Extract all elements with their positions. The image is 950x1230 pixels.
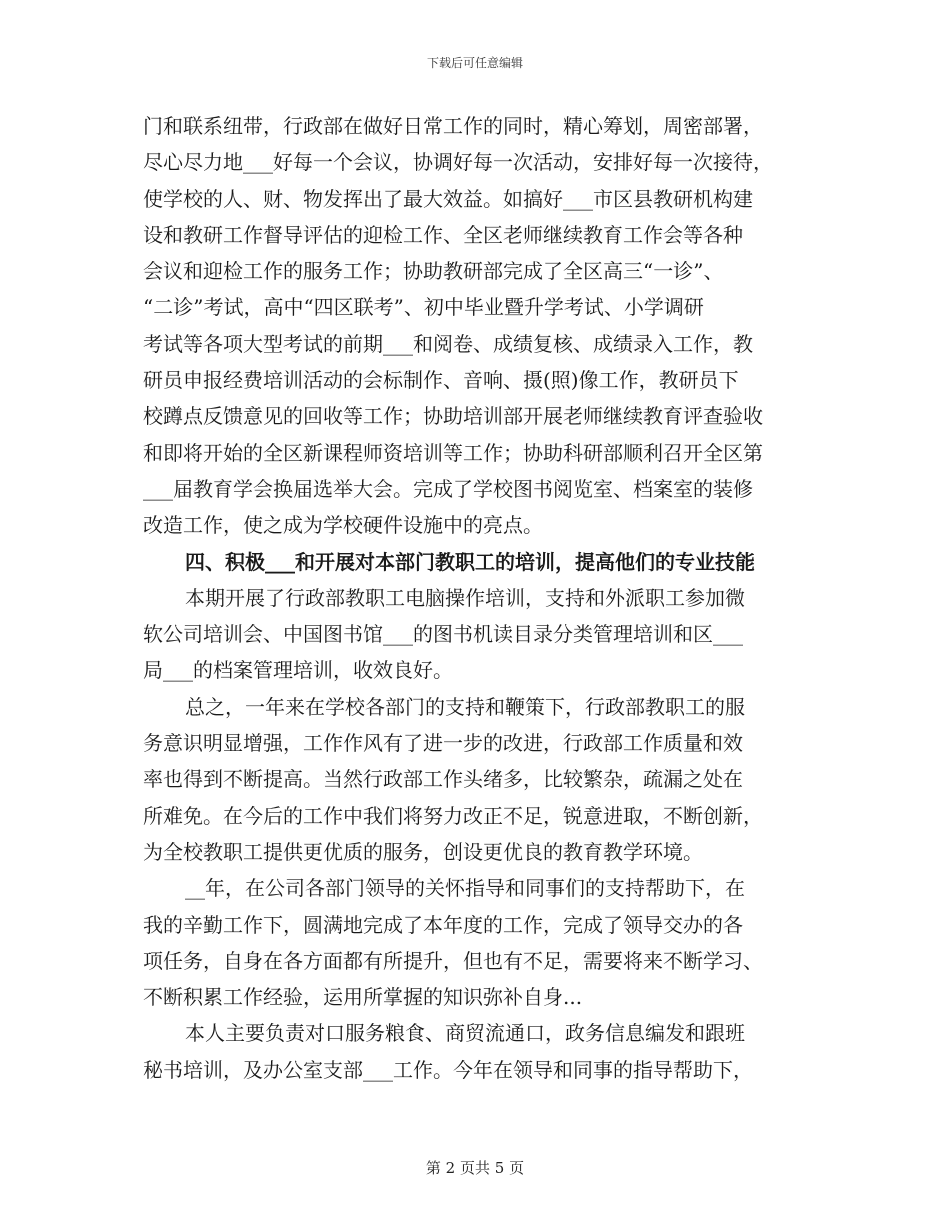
text-line: 使学校的人、财、物发挥出了最大效益。如搞好___市区县教研机构建 (143, 186, 753, 211)
text-line: 项任务，自身在各方面都有所提升，但也有不足，需要将来不断学习、 (143, 948, 763, 973)
page-footer: 第 2 页共 5 页 (425, 1159, 525, 1177)
text-line: 我的辛勤工作下，圆满地完成了本年度的工作，完成了领导交办的各 (143, 912, 743, 937)
text-line: “二诊”考试，高中“四区联考”、初中毕业暨升学考试、小学调研 (143, 295, 704, 320)
text-line: 率也得到不断提高。当然行政部工作头绪多，比较繁杂，疏漏之处在 (143, 767, 743, 792)
text-line: 设和教研工作督导评估的迎检工作、全区老师继续教育工作会等各种 (143, 222, 743, 247)
text-line: 局___的档案管理培训，收效良好。 (143, 658, 453, 683)
text-line: 为全校教职工提供更优质的服务，创设更优良的教育教学环境。 (143, 839, 703, 864)
text-line: 会议和迎检工作的服务工作；协助教研部完成了全区高三“一诊”、 (143, 259, 724, 284)
text-line: 改造工作，使之成为学校硬件设施中的亮点。 (143, 513, 543, 538)
text-line: ___届教育学会换届选举大会。完成了学校图书阅览室、档案室的装修 (143, 476, 753, 501)
text-line: 本期开展了行政部教职工电脑操作培训，支持和外派职工参加微 (185, 585, 745, 610)
text-line: 考试等各项大型考试的前期___和阅卷、成绩复核、成绩录入工作，教 (143, 331, 753, 356)
text-line: 和即将开始的全区新课程师资培训等工作；协助科研部顺利召开全区第 (143, 440, 763, 465)
text-line: 本人主要负责对口服务粮食、商贸流通口，政务信息编发和跟班 (185, 1021, 745, 1046)
text-line: 门和联系纽带，行政部在做好日常工作的同时，精心筹划，周密部署， (143, 114, 763, 138)
text-line: 务意识明显增强，工作作风有了进一步的改进，行政部工作质量和效 (143, 731, 743, 756)
text-line: 不断积累工作经验，运用所掌握的知识弥补自身... (143, 985, 583, 1010)
text-line: __年，在公司各部门领导的关怀指导和同事们的支持帮助下，在 (185, 876, 745, 901)
text-line: 软公司培训会、中国图书馆___的图书机读目录分类管理培训和区___ (143, 622, 743, 647)
section-heading: 四、积极___和开展对本部门教职工的培训，提高他们的专业技能 (185, 549, 755, 574)
text-line: 尽心尽力地___好每一个会议，协调好每一次活动，安排好每一次接待， (143, 150, 773, 175)
page-header: 下载后可任意编辑 (426, 56, 523, 70)
text-line: 总之，一年来在学校各部门的支持和鞭策下，行政部教职工的服 (185, 694, 745, 719)
document-body (143, 108, 813, 1088)
text-line: 秘书培训，及办公室支部___工作。今年在领导和同事的指导帮助下， (143, 1057, 753, 1082)
text-line: 校蹲点反馈意见的回收等工作；协助培训部开展老师继续教育评查验收 (143, 404, 763, 429)
text-line: 研员申报经费培训活动的会标制作、音响、摄(照)像工作，教研员下 (143, 368, 739, 393)
text-line: 所难免。在今后的工作中我们将努力改正不足，锐意进取，不断创新， (143, 803, 763, 828)
